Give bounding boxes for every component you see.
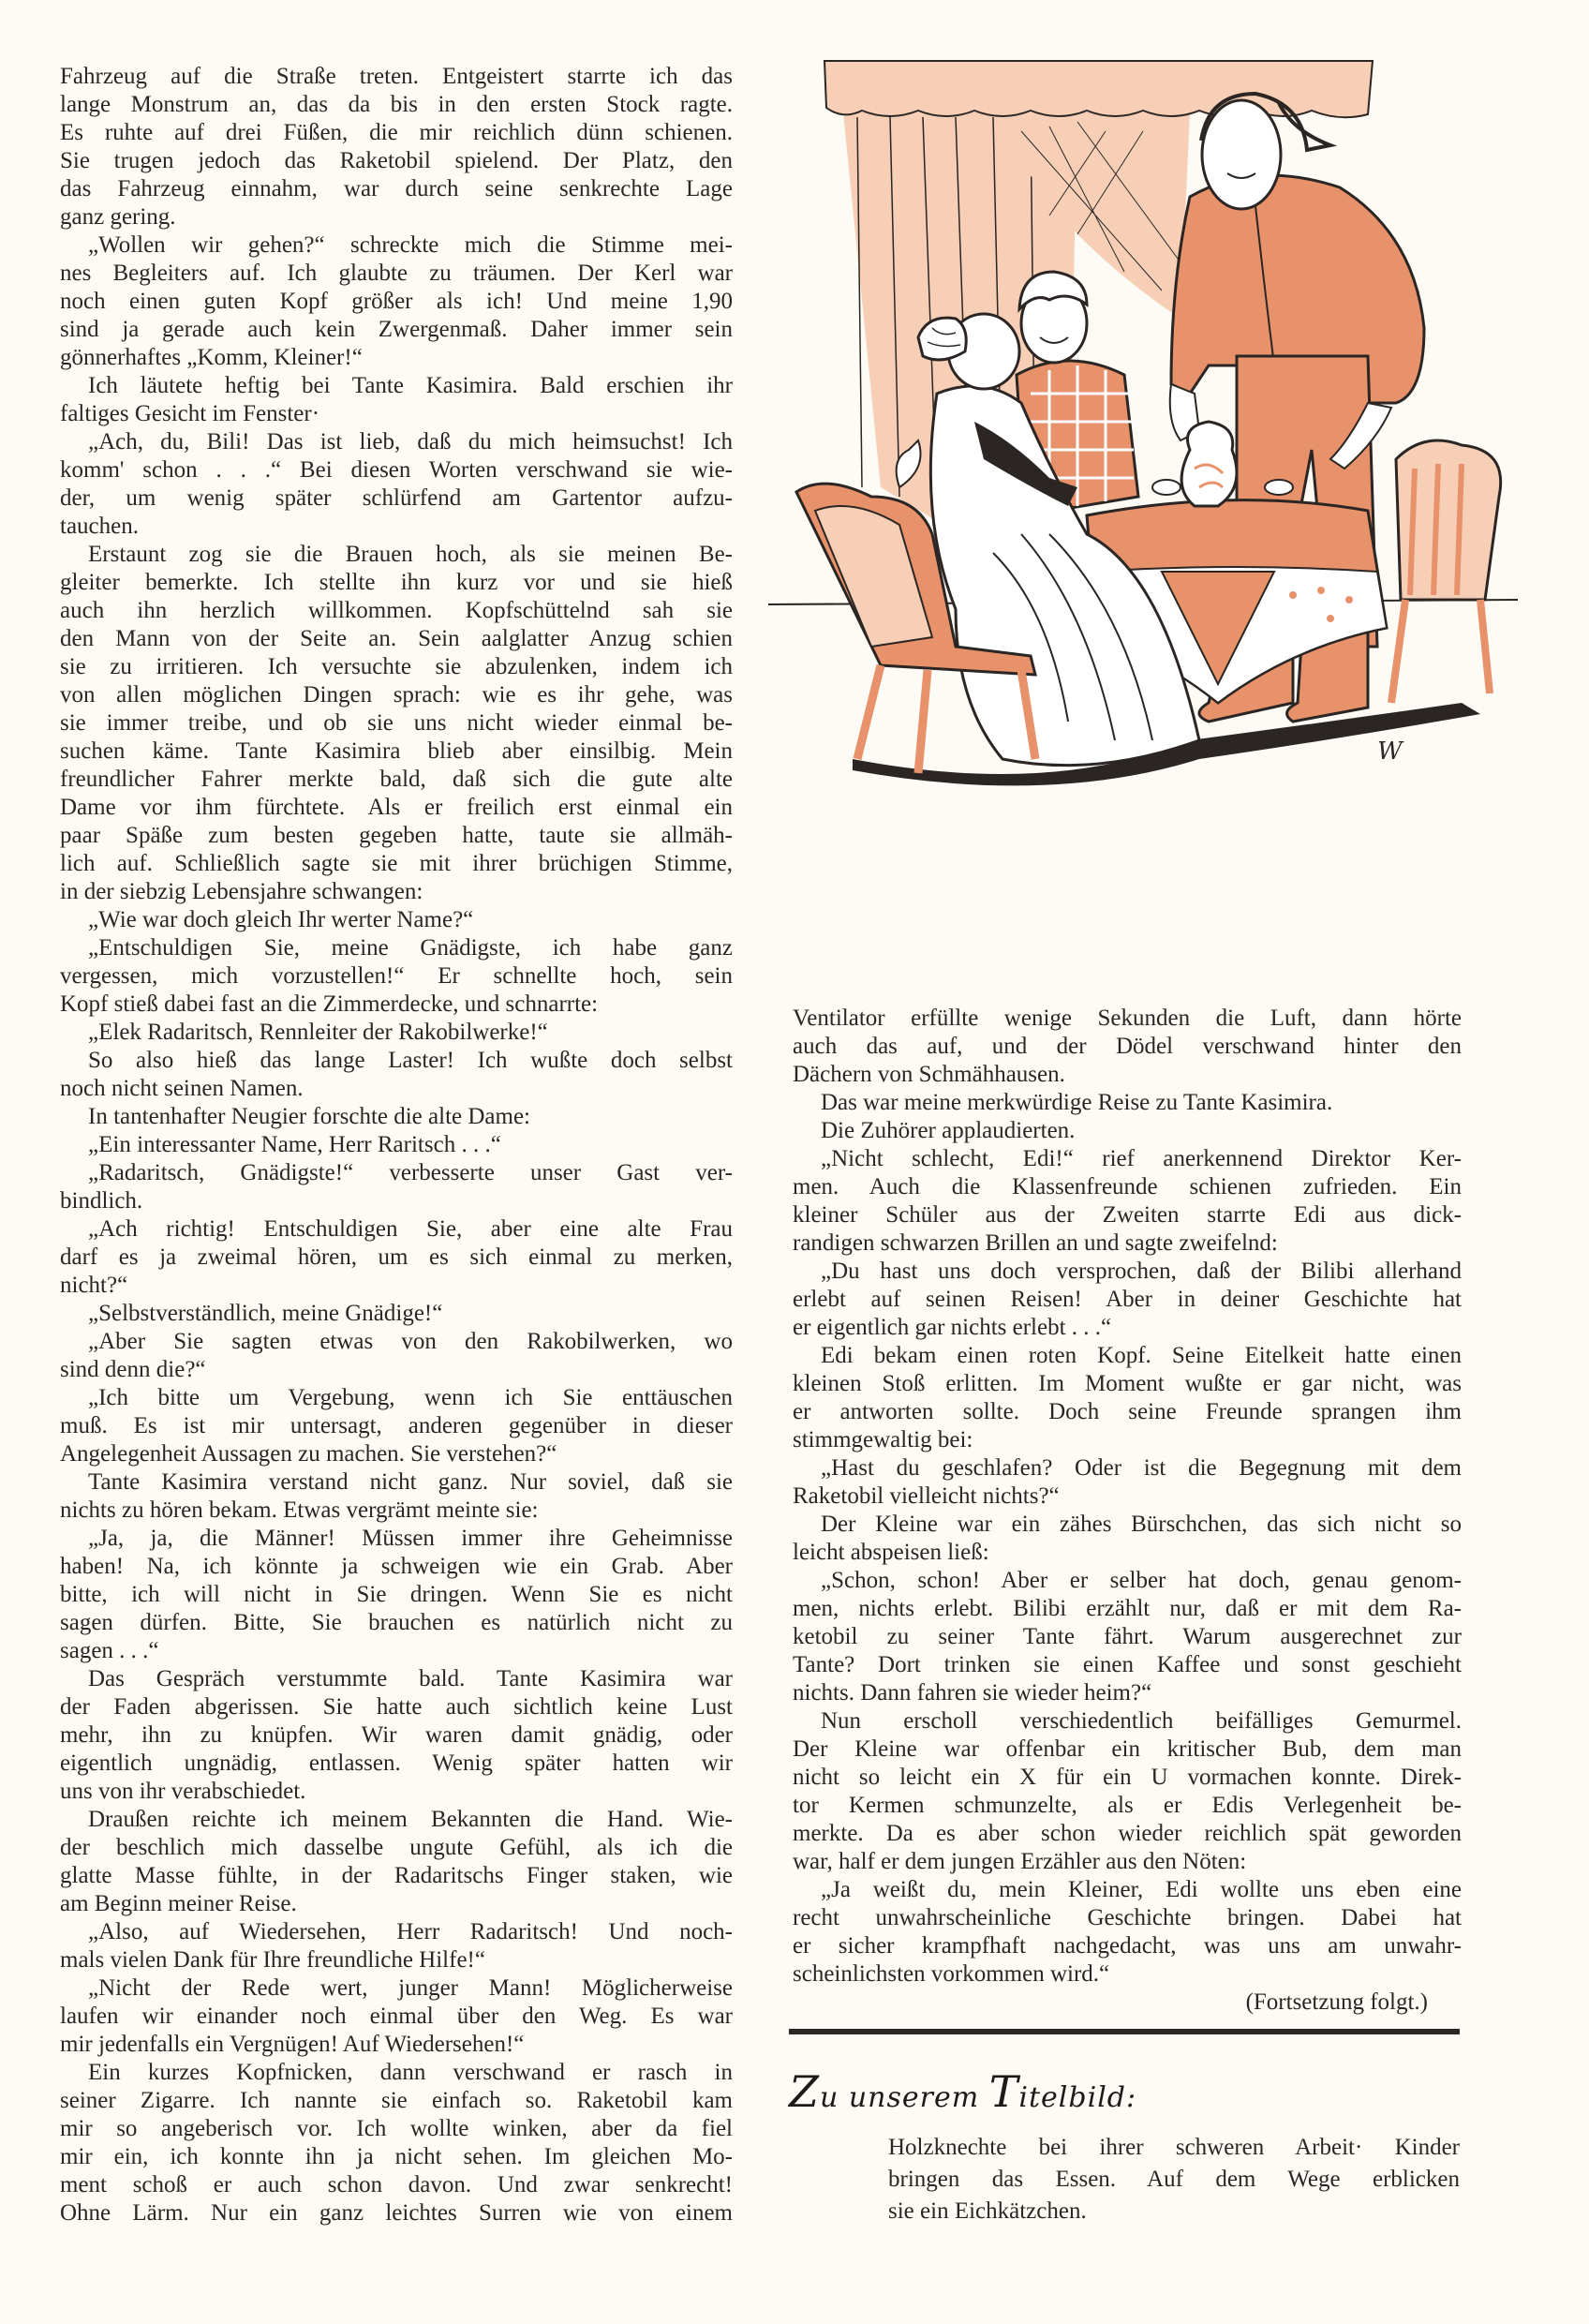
caption-heading — [789, 2066, 1136, 2117]
text-line: am Beginn meiner Reise. — [60, 1891, 297, 1916]
text-line: gleiter bemerkte. Ich stellte ihn kurz vor und sie hieß — [60, 570, 733, 595]
text-line: „Ach richtig! Entschuldigen Sie, aber eine alte Frau — [88, 1216, 733, 1242]
text-line: „Du hast uns doch versprochen, daß der Bilibi allerhand — [821, 1259, 1462, 1284]
text-line: kleinen Stoß erlitten. Im Moment wußte er gar nicht, was — [793, 1371, 1462, 1396]
text-line: Kopf stieß dabei fast an die Zimmerdecke, und schnarrte: — [60, 991, 599, 1017]
text-line: der, um wenig später schlürfend am Gartentor aufzu- — [60, 485, 733, 511]
text-line: Der Kleine war ein zähes Bürschchen, das sich nicht so — [821, 1512, 1462, 1537]
text-line: Ventilator erfüllte wenige Sekunden die Luft, dann hörte — [793, 1006, 1462, 1031]
text-line: der beschlich mich dasselbe ungute Gefühl, als ich die — [60, 1835, 733, 1860]
caption-line: sie ein Eichkätzchen. — [888, 2198, 1087, 2224]
text-line: mir so angeberisch vor. Ich wollte winken, aber da fiel — [60, 2116, 733, 2141]
text-line: Dächern von Schmähhausen. — [793, 1062, 1065, 1087]
paragraph — [793, 1511, 1462, 1567]
text-line: haben! Na, ich könnte ja schweigen wie ein Grab. Aber — [60, 1554, 733, 1579]
text-line: recht unwahrscheinliche Geschichte bringen. Dabei hat — [793, 1905, 1462, 1930]
text-line: sie immer treibe, und ob sie uns nicht wieder einmal be- — [60, 710, 733, 736]
text-line: Es ruhte auf drei Füßen, die mir reichlich dünn schienen. — [60, 120, 733, 145]
paragraph — [60, 1525, 733, 1665]
text-line: „Aber Sie sagten etwas von den Rakobilwerken, wo — [88, 1329, 733, 1354]
text-line: den Mann von der Seite an. Sein aalglatter Anzug schien — [60, 626, 733, 651]
paragraph — [793, 1145, 1462, 1258]
text-line: laufen wir einander noch einmal über den Weg. Es war — [60, 2004, 733, 2029]
text-line: er eigentlich gar nichts erlebt . . .“ — [793, 1315, 1112, 1340]
text-line: tor Kermen schmunzelte, als er Edis Verlegenheit be- — [793, 1793, 1462, 1818]
text-line: paar Späße zum besten gegeben hatte, taute sie allmäh- — [60, 823, 733, 848]
text-line: „Schon, schon! Aber er selber hat doch, genau genom- — [821, 1568, 1462, 1593]
paragraph — [60, 1131, 733, 1159]
caption-heading-part-1: u unserem — [819, 2081, 989, 2114]
text-line: In tantenhafter Neugier forschte die alte Dame: — [88, 1104, 530, 1129]
paragraph — [793, 1089, 1462, 1117]
text-line: „Ach, du, Bili! Das ist lieb, daß du mich heimsuchst! Ich — [88, 429, 733, 454]
text-line: gönnerhaftes „Komm, Kleiner!“ — [60, 345, 363, 370]
paragraph — [60, 541, 733, 906]
text-line: Ich läutete heftig bei Tante Kasimira. Bald erschien ihr — [88, 373, 733, 398]
text-line: nicht so leicht ein X für ein U vormachen konnte. Direk- — [793, 1765, 1462, 1790]
paragraph — [60, 1159, 733, 1215]
text-line: Der Kleine war offenbar ein kritischer Bub, dem man — [793, 1736, 1462, 1762]
paragraph — [60, 1047, 733, 1103]
text-line: der Faden abgerissen. Sie hatte auch sichtlich keine Lust — [60, 1694, 733, 1720]
text-line: „Radaritsch, Gnädigste!“ verbesserte unser Gast ver- — [88, 1160, 733, 1185]
paragraph — [60, 906, 733, 934]
text-line: faltiges Gesicht im Fenster· — [60, 401, 320, 426]
text-line: komm' schon . . .“ Bei diesen Worten verschwand sie wie- — [60, 457, 733, 483]
text-line: bitte, ich will nicht in Sie dringen. Wenn Sie es nicht — [60, 1582, 733, 1607]
paragraph — [60, 1328, 733, 1384]
caption-heading-initial-z: Z — [789, 2066, 820, 2117]
paragraph — [60, 231, 733, 372]
text-line: sie zu irritieren. Ich versuchte sie abzulenken, indem ich — [60, 654, 733, 679]
text-line: „Elek Radaritsch, Rennleiter der Rakobilwerke!“ — [88, 1020, 548, 1045]
text-line: men. Auch die Klassenfreunde schienen zufrieden. Ein — [793, 1174, 1462, 1199]
caption-body — [888, 2132, 1460, 2227]
text-line: mehr, ihn zu knüpfen. Wir waren damit gnädig, oder — [60, 1722, 733, 1748]
paragraph — [793, 1258, 1462, 1342]
text-line: Tante? Dort trinken sie einen Kaffee und sonst geschieht — [793, 1652, 1462, 1677]
chair-right — [1391, 440, 1501, 703]
text-line: Fahrzeug auf die Straße treten. Entgeistert starrte ich das — [60, 64, 733, 89]
text-line: ketobil zu seiner Tante fährt. Warum ausgerechnet zur — [793, 1624, 1462, 1649]
text-line: nichts zu hören bekam. Etwas vergrämt meinte sie: — [60, 1497, 539, 1523]
right-text-column — [793, 1005, 1462, 1989]
text-line: Raketobil vielleicht nichts?“ — [793, 1483, 1060, 1509]
paragraph — [793, 1876, 1462, 1989]
text-line: Das Gespräch verstummte bald. Tante Kasimira war — [88, 1666, 733, 1691]
text-line: „Wollen wir gehen?“ schreckte mich die Stimme mei- — [88, 232, 733, 258]
text-line: merkte. Da es aber schon wieder reichlich spät geworden — [793, 1821, 1462, 1846]
paragraph — [793, 1117, 1462, 1145]
text-line: Edi bekam einen roten Kopf. Seine Eitelkeit hatte einen — [821, 1343, 1462, 1368]
text-line: Die Zuhörer applaudierten. — [821, 1118, 1076, 1143]
text-line: sind ja gerade auch kein Zwergenmaß. Daher immer sein — [60, 317, 733, 342]
text-line: „Also, auf Wiedersehen, Herr Radaritsch! Und noch- — [88, 1919, 733, 1944]
text-line: seiner Zigarre. Ich nannte sie einfach so. Raketobil kam — [60, 2088, 733, 2113]
text-line: muß. Es ist mir untersagt, anderen gegenüber in dieser — [60, 1413, 733, 1438]
text-line: Ein kurzes Kopfnicken, dann verschwand er rasch in — [88, 2060, 733, 2085]
text-line: das Fahrzeug einnahm, war durch seine senkrechte Lage — [60, 176, 733, 201]
text-line: bindlich. — [60, 1188, 143, 1214]
text-line: nicht?“ — [60, 1273, 128, 1298]
left-text-column — [60, 63, 733, 2227]
text-line: sagen dürfen. Bitte, Sie brauchen es natürlich nicht zu — [60, 1610, 733, 1635]
text-line: „Nicht schlecht, Edi!“ rief anerkennend Direktor Ker- — [821, 1146, 1462, 1171]
paragraph — [60, 1665, 733, 1806]
caption-heading-initial-t: T — [988, 2066, 1019, 2117]
paragraph — [60, 63, 733, 231]
paragraph — [60, 1300, 733, 1328]
text-line: „Ja, ja, die Männer! Müssen immer ihre Geheimnisse — [88, 1526, 733, 1551]
text-line: auch das auf, und der Dödel verschwand hinter den — [793, 1034, 1462, 1059]
text-line: stimmgewaltig bei: — [793, 1427, 973, 1452]
text-line: darf es ja zweimal hören, um es sich einmal zu merken, — [60, 1244, 733, 1270]
paragraph — [60, 1019, 733, 1047]
caption-line: Holzknechte bei ihrer schweren Arbeit· Kinder — [888, 2135, 1460, 2160]
story-illustration — [768, 47, 1518, 1003]
paragraph — [60, 372, 733, 428]
paragraph — [60, 934, 733, 1019]
text-line: mir ein, ich konnte ihn ja nicht sehen. Im gleichen Mo- — [60, 2144, 733, 2169]
text-line: ment schoß er auch schon davon. Und zwar senkrecht! — [60, 2172, 733, 2197]
text-line: „Entschuldigen Sie, meine Gnädigste, ich habe ganz — [88, 935, 733, 961]
artist-signature: W — [1377, 737, 1403, 766]
paragraph — [60, 1215, 733, 1300]
text-line: suchen käme. Tante Kasimira blieb aber einsilbig. Mein — [60, 738, 733, 764]
text-line: So also hieß das lange Laster! Ich wußte doch selbst — [88, 1048, 733, 1073]
paragraph — [60, 1918, 733, 1974]
text-line: lich auf. Schließlich sagte sie mit ihrer brüchigen Stimme, — [60, 851, 733, 876]
text-line: mals vielen Dank für Ihre freundliche Hilfe!“ — [60, 1947, 485, 1973]
text-line: lange Monstrum an, das da bis in den ersten Stock ragte. — [60, 92, 733, 117]
text-line: men, nichts erlebt. Bilibi erzählt nur, daß er mit dem Ra- — [793, 1596, 1462, 1621]
text-line: eigentlich ungnädig, entlassen. Wenig später hatten wir — [60, 1750, 733, 1776]
paragraph — [60, 1974, 733, 2059]
text-line: Erstaunt zog sie die Brauen hoch, als sie meinen Be- — [88, 542, 733, 567]
text-line: Dame vor ihm fürchtete. Als er freilich erst einmal ein — [60, 795, 733, 820]
text-line: Das war meine merkwürdige Reise zu Tante Kasimira. — [821, 1090, 1333, 1115]
text-line: freundlicher Fahrer merkte bald, daß sich die gute alte — [60, 767, 733, 792]
text-line: uns von ihr verabschiedet. — [60, 1779, 306, 1804]
paragraph — [793, 1567, 1462, 1707]
text-line: in der siebzig Lebensjahre schwangen: — [60, 879, 423, 904]
text-line: mir jedenfalls ein Vergnügen! Auf Wiedersehen!“ — [60, 2032, 525, 2057]
text-line: er sicher krampfhaft nachgedacht, was uns am unwahr- — [793, 1933, 1462, 1959]
paragraph — [793, 1454, 1462, 1511]
paragraph — [60, 1806, 733, 1918]
text-line: Nun erscholl verschiedentlich beifälliges Gemurmel. — [821, 1708, 1462, 1734]
text-line: „Wie war doch gleich Ihr werter Name?“ — [88, 907, 474, 932]
text-line: sagen . . .“ — [60, 1638, 159, 1663]
text-line: nichts. Dann fahren sie wieder heim?“ — [793, 1680, 1152, 1706]
paragraph — [60, 1468, 733, 1525]
paragraph — [60, 1384, 733, 1468]
caption-line: bringen das Essen. Auf dem Wege erblicken — [888, 2167, 1460, 2192]
text-line: tauchen. — [60, 514, 139, 539]
text-line: erlebt auf seinen Reisen! Aber in deiner Geschichte hat — [793, 1287, 1462, 1312]
paragraph — [60, 428, 733, 541]
text-line: er antworten sollte. Doch seine Freunde sprangen ihm — [793, 1399, 1462, 1424]
text-line: Draußen reichte ich meinem Bekannten die Hand. Wie- — [88, 1807, 733, 1832]
text-line: „Ja weißt du, mein Kleiner, Edi wollte uns eben eine — [821, 1877, 1462, 1902]
paragraph — [793, 1342, 1462, 1454]
text-line: scheinlichsten vorkommen wird.“ — [793, 1961, 1110, 1987]
text-line: randigen schwarzen Brillen an und sagte zweifelnd: — [793, 1230, 1278, 1256]
text-line: „Selbstverständlich, meine Gnädige!“ — [88, 1301, 443, 1326]
section-divider — [789, 2029, 1460, 2034]
text-line: „Nicht der Rede wert, junger Mann! Möglicherweise — [88, 1975, 733, 2001]
text-line: auch ihn herzlich willkommen. Kopfschüttelnd sah sie — [60, 598, 733, 623]
paragraph — [793, 1005, 1462, 1089]
text-line: Ohne Lärm. Nur ein ganz leichtes Surren wie von einem — [60, 2200, 733, 2226]
text-line: „Ich bitte um Vergebung, wenn ich Sie enttäuschen — [88, 1385, 733, 1410]
text-line: Sie trugen jedoch das Raketobil spielend. Der Platz, den — [60, 148, 733, 173]
text-line: leicht abspeisen ließ: — [793, 1540, 989, 1565]
text-line: glatte Masse fühlte, in der Radaritschs Finger staken, wie — [60, 1863, 733, 1888]
text-line: kleiner Schüler aus der Zweiten starrte Edi aus dick- — [793, 1202, 1462, 1228]
text-line: sind denn die?“ — [60, 1357, 206, 1382]
text-line: vergessen, mich vorzustellen!“ Er schnellte hoch, sein — [60, 963, 733, 989]
text-line: von allen möglichen Dingen sprach: wie es ihr gehe, was — [60, 682, 733, 708]
paragraph — [60, 1103, 733, 1131]
text-line: Angelegenheit Aussagen zu machen. Sie verstehen?“ — [60, 1441, 557, 1467]
text-line: „Ein interessanter Name, Herr Raritsch . . .“ — [88, 1132, 501, 1157]
text-line: Tante Kasimira verstand nicht ganz. Nur soviel, daß sie — [88, 1469, 733, 1495]
text-line: „Hast du geschlafen? Oder ist die Begegnung mit dem — [821, 1455, 1462, 1481]
text-line: ganz gering. — [60, 204, 176, 230]
text-line: nes Begleiters auf. Ich glaubte zu träumen. Der Kerl war — [60, 261, 733, 286]
to-be-continued: (Fortsetzung folgt.) — [1245, 1989, 1428, 2015]
paragraph — [60, 2059, 733, 2227]
text-line: war, half er dem jungen Erzähler aus den Nöten: — [793, 1849, 1247, 1874]
text-line: noch einen guten Kopf größer als ich! Und meine 1,90 — [60, 289, 733, 314]
caption-heading-part-2: itelbild: — [1018, 2081, 1137, 2114]
text-line: noch nicht seinen Namen. — [60, 1076, 304, 1101]
paragraph — [793, 1707, 1462, 1876]
